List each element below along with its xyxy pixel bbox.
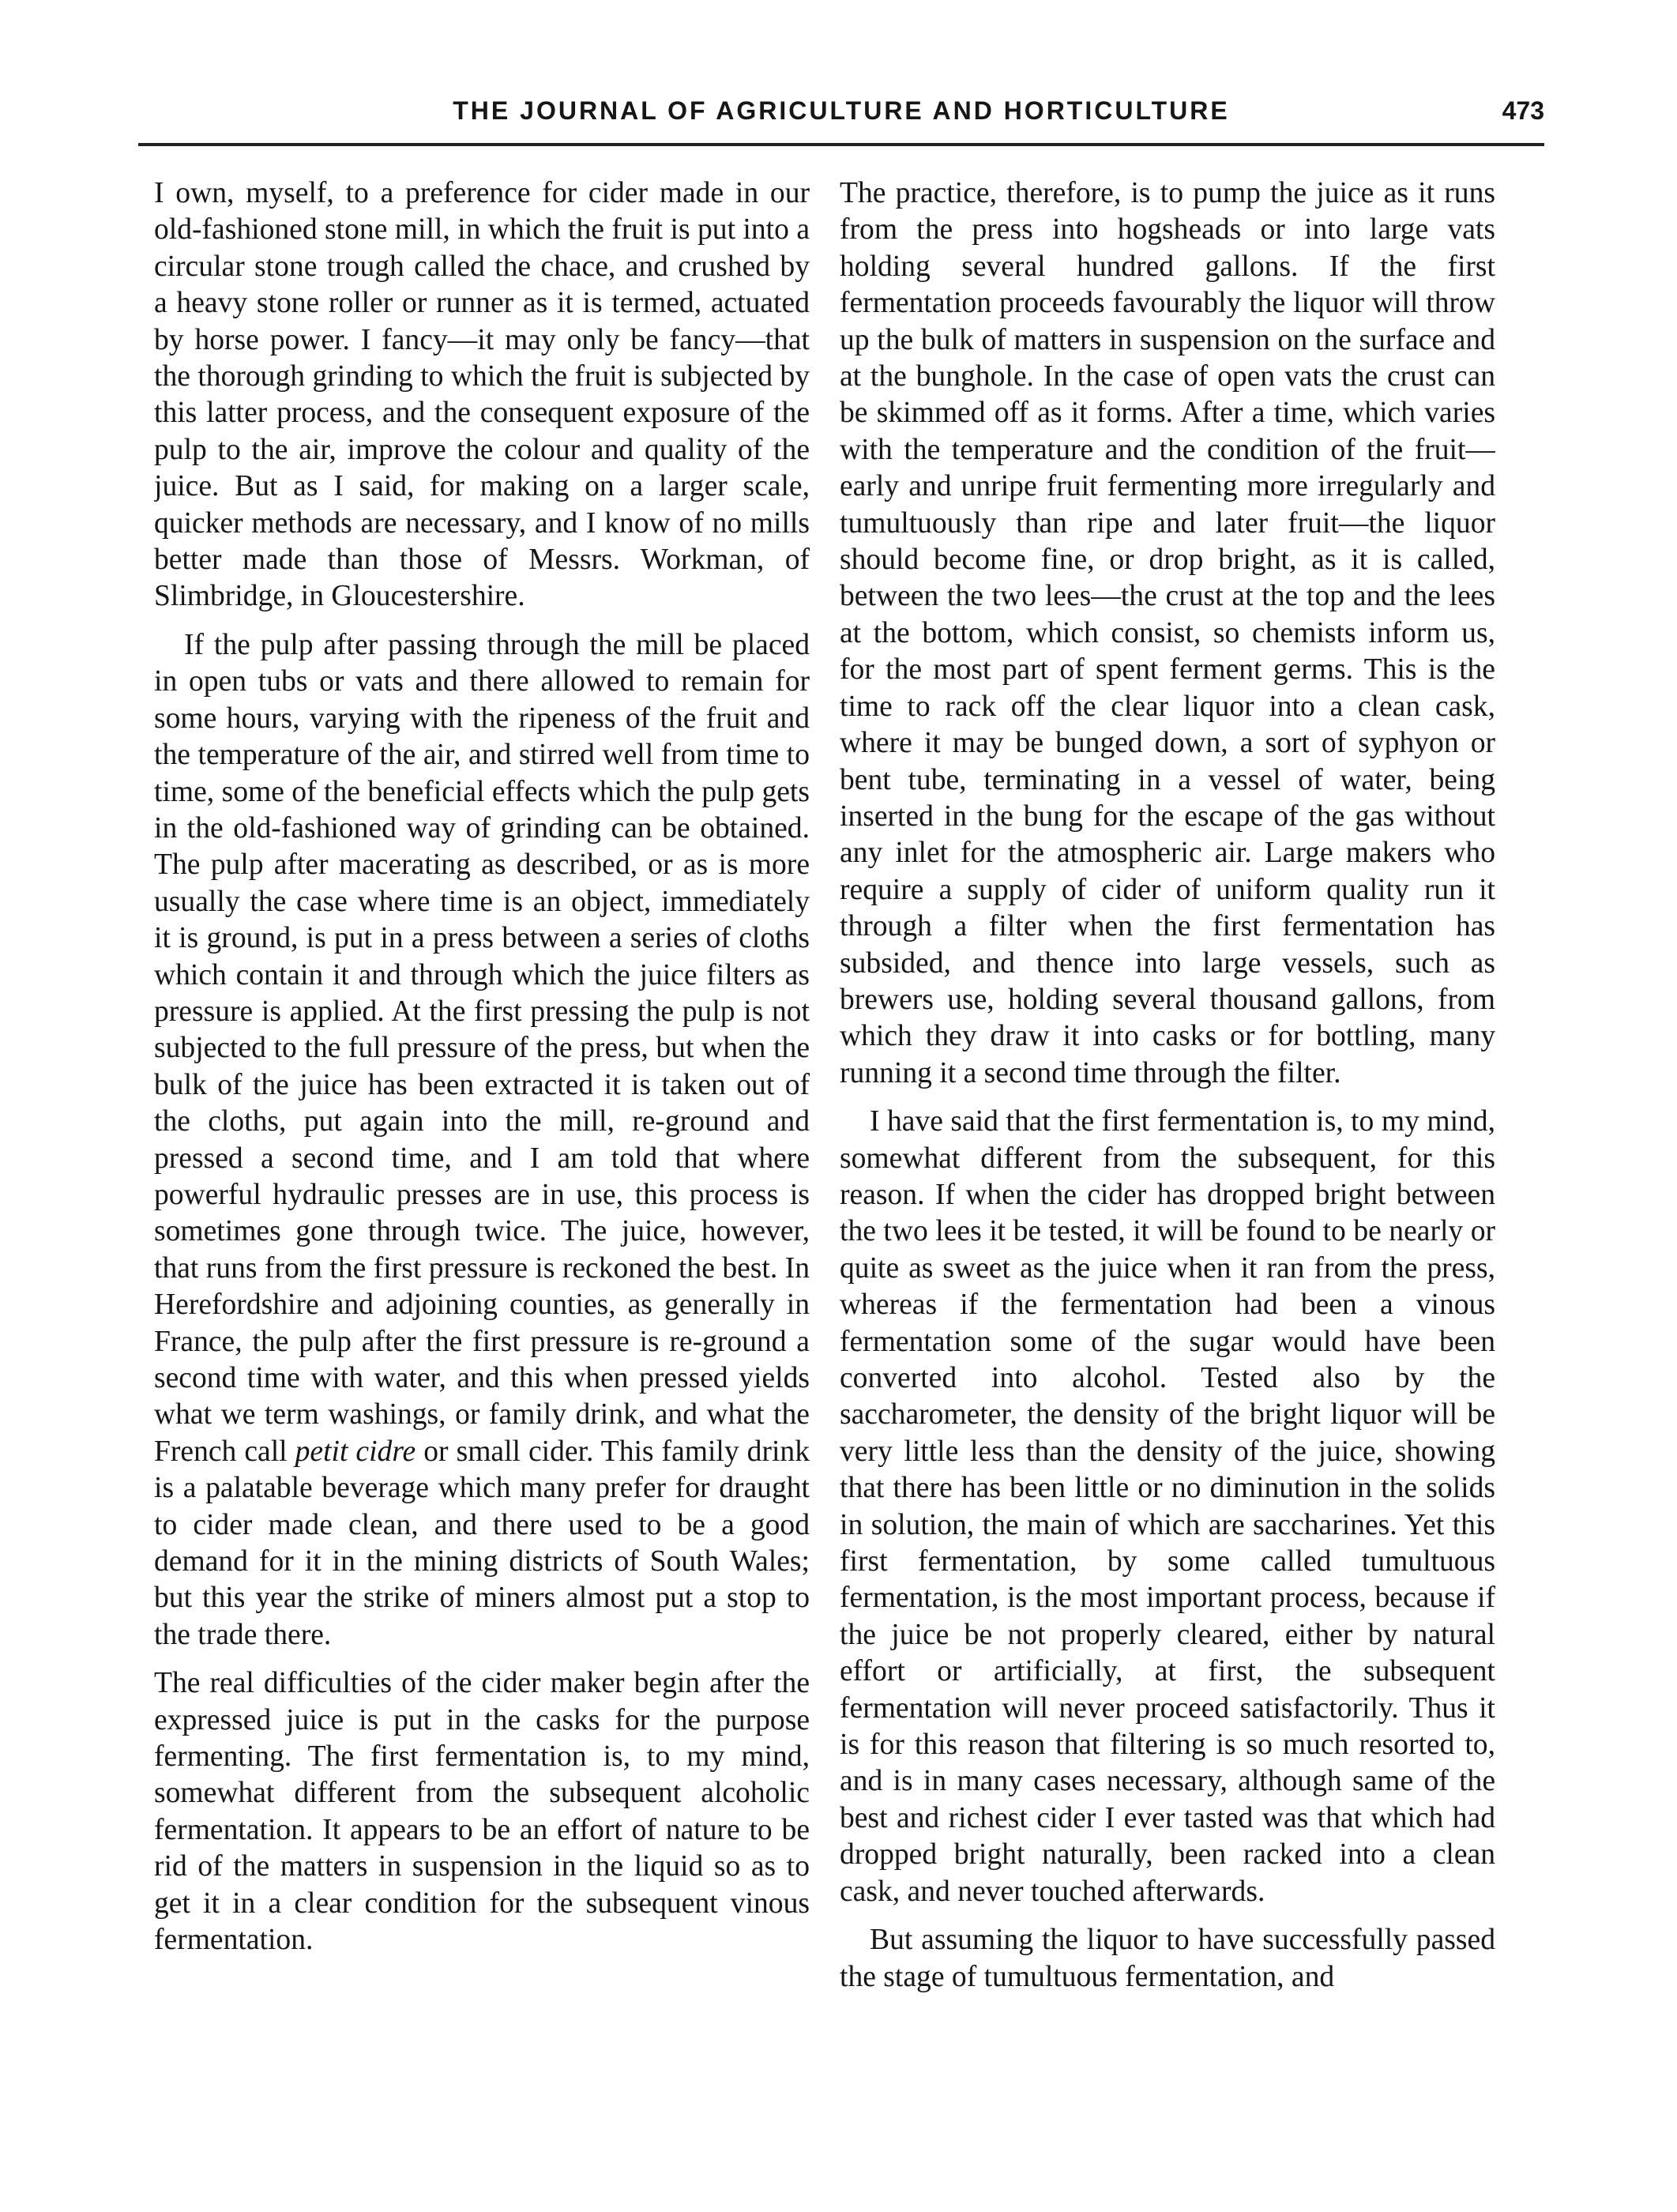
paragraph-first-fermentation: I have said that the first fermentation is, to my mind, somewhat different from the subsequent, for this reason. If when the cider has dropped bright between the two lees it be tested, it will be found to be nearly or quite as sweet as the juice when it ran from the press, whereas if the fermentation had been a vinous fermentation some of the sugar would have been converted into alcohol. Tested also by the saccharometer, the density of the bright liquor will be very little less than the density of the juice, showing that there has been little or no diminution in the solids in solution, the main of which are saccharines. Yet this first fermentation, by some called tumultuous fermentation, is the most important process, because if the juice be not properly cleared, either by natural effort or artificially, at first, the subsequent fermentation will never proceed satisfactorily. Thus it is for this reason that filtering is so much resorted to, and is in many cases necessary, although same of the best and richest cider I ever tasted was that which had dropped bright naturally, been racked into a clean cask, and never touched afterwards. bbox=[840, 1105, 1495, 1908]
right-column bbox=[840, 175, 1495, 2182]
paragraph-practice: The practice, therefore, is to pump the juice as it runs from the press into hogsheads or into large vats holding several hundred gallons. If the first fermentation proceeds favourably the liquor will throw up the bulk of matters in suspension on the surface and at the bunghole. In the case of open vats the crust can be skimmed off as it forms. After a time, which varies with the temperature and the condition of the fruit—early and unripe fruit fermenting more irregularly and tumultuously than ripe and later fruit—the liquor should become fine, or drop bright, as it is called, between the two lees—the crust at the top and the lees at the bottom, which consist, so chemists inform us, for the most part of spent ferment germs. This is the time to rack off the clear liquor into a clean cask, where it may be bunged down, a sort of syphyon or bent tube, terminating in a vessel of water, being inserted in the bung for the escape of the gas without any inlet for the atmospheric air. Large makers who require a supply of cider of uniform quality run it through a filter when the first fermentation has subsided, and thence into large vessels, such as brewers use, holding several thousand gallons, from which they draw it into casks or for bottling, many running it a second time through the filter. bbox=[840, 177, 1495, 1089]
paragraph-pulp-pressing-tail: or small cider. This family drink is a palatable beverage which many prefer for draught to cider made clean, and there used to be a good demand for it in the mining districts of South Wales; but this year the strike of miners almost put a stop to the trade there. bbox=[154, 1435, 810, 1651]
paragraph-stone-mill: I own, myself, to a preference for cider made in our old-fashioned stone mill, in which the fruit is put into a circular stone trough called the chace, and crushed by a heavy stone roller or runner as it is termed, actuated by horse power. I fancy—it may only be fancy—that the thorough grinding to which the fruit is subjected by this latter process, and the consequent exposure of the pulp to the air, improve the colour and quality of the juice. But as I said, for making on a larger scale, quicker methods are necessary, and I know of no mills better made than those of Messrs. Workman, of Slimbridge, in Gloucestershire. bbox=[154, 177, 810, 613]
paragraph-pulp-pressing bbox=[154, 627, 810, 1653]
page-number: 473 bbox=[1502, 96, 1544, 125]
running-head bbox=[138, 0, 1544, 146]
paragraph-pulp-pressing-text: If the pulp after passing through the mill be placed in open tubs or vats and there allowed to remain for some hours, varying with the ripeness of the fruit and the temperature of the air, and stirred well from time to time, some of the beneficial effects which the pulp gets in the old-fashioned way of grinding can be obtained. The pulp after macerating as described, or as is more usually the case where time is an object, immediately it is ground, is put in a press between a series of cloths which contain it and through which the juice filters as pressure is applied. At the first pressing the pulp is not subjected to the full pressure of the press, but when the bulk of the juice has been extracted it is taken out of the cloths, put again into the mill, re-ground and pressed a second time, and I am told that where powerful hydraulic presses are in use, this process is sometimes gone through twice. The juice, however, that runs from the first pressure is reckoned the best. In Herefordshire and adjoining counties, as generally in France, the pulp after the first pressure is re-ground a second time with water, and this when pressed yields what we term washings, or family drink, and what the French call bbox=[154, 628, 810, 1468]
left-column bbox=[154, 175, 810, 2182]
paragraph-fermentation-difficulties: The real difficulties of the cider maker begin after the expressed juice is put in the casks for the purpose fermenting. The first fermentation is, to my mind, somewhat different from the subsequent alcoholic fermentation. It appears to be an effort of nature to be rid of the matters in suspension in the liquid so as to get it in a clear condition for the subsequent vinous fermentation. bbox=[154, 1667, 810, 1957]
journal-title: THE JOURNAL OF AGRICULTURE AND HORTICULTURE bbox=[453, 96, 1230, 125]
paragraph-tumultuous-stage: But assuming the liquor to have successfully passed the stage of tumultuous fermentation, and bbox=[840, 1924, 1495, 1993]
petit-cidre-term: petit cidre bbox=[295, 1435, 416, 1468]
